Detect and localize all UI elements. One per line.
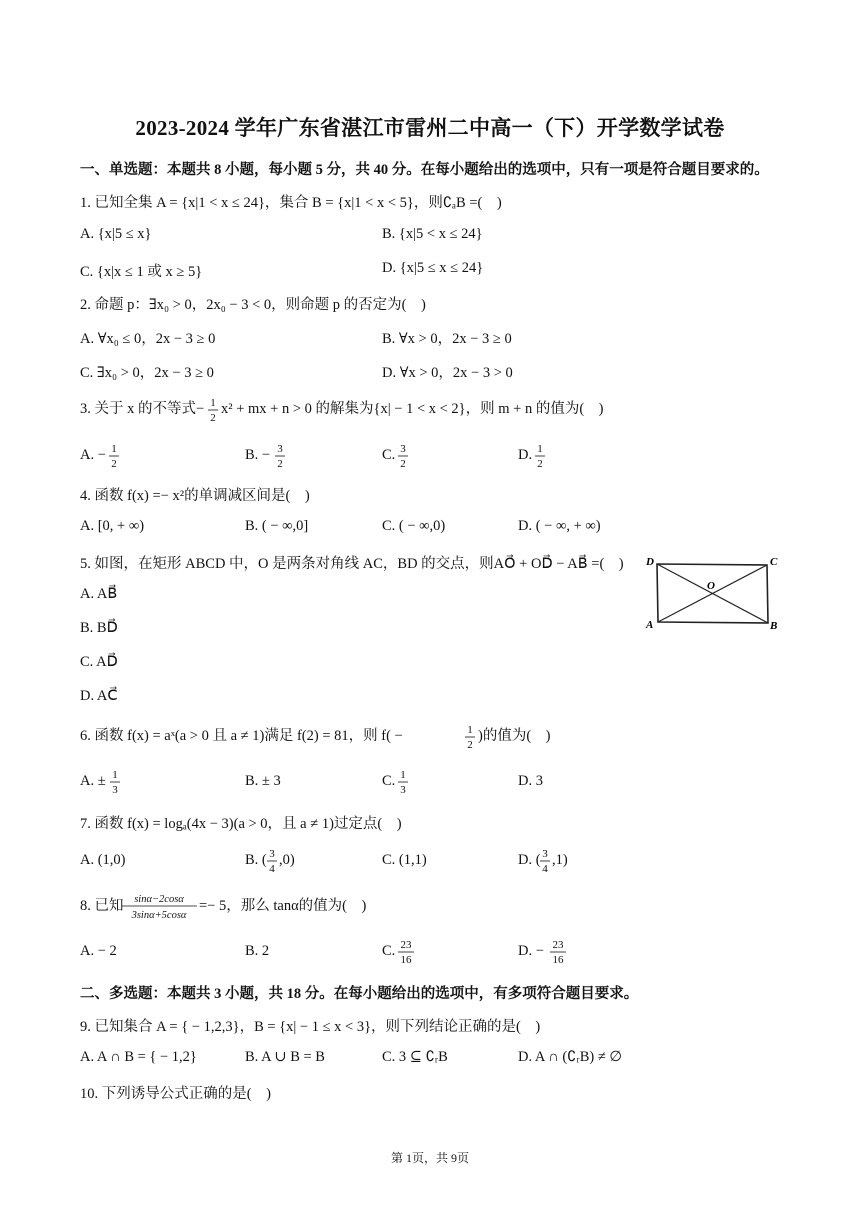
rectangle-diagonals-figure bbox=[643, 552, 793, 632]
vertex-label-b: B bbox=[770, 620, 778, 632]
question-8-block bbox=[0, 884, 860, 974]
vertex-label-a: A bbox=[646, 619, 654, 631]
question-3-option-a-label: A. − bbox=[80, 447, 106, 463]
question-3-stem-suffix: x² + mx + n > 0 的解集为{x| − 1 < x < 2}，则 m + n 的值为( ) bbox=[221, 401, 604, 417]
question-9-option-b: B. A ∪ B = B bbox=[245, 1049, 325, 1065]
question-1-stem: 1. 已知全集 A = {x|1 < x ≤ 24}，集合 B = {x|1 < x < 5}，则∁ₐB =( ) bbox=[80, 195, 502, 211]
question-9-option-c: C. 3 ⊆ ∁ᵣB bbox=[382, 1049, 448, 1065]
question-9-option-d: D. A ∩ (∁ᵣB) ≠ ∅ bbox=[518, 1049, 623, 1065]
page-footer: 第 1页，共 9页 bbox=[390, 1151, 469, 1165]
question-3-option-b-den: 2 bbox=[277, 458, 283, 470]
question-1-option-b: B. {x|5 < x ≤ 24} bbox=[382, 226, 483, 242]
question-3-option-b-label: B. − bbox=[245, 447, 271, 463]
question-7-option-d-num: 3 bbox=[542, 848, 548, 860]
question-6-frac-den: 2 bbox=[467, 739, 473, 751]
question-3-stem-prefix: 3. 关于 x 的不等式− bbox=[80, 401, 205, 417]
question-7-options bbox=[0, 838, 860, 882]
question-8-stem-suffix: =− 5，那么 tanα的值为( ) bbox=[199, 898, 367, 914]
question-8-frac-den: 3sinα+5cosα bbox=[131, 910, 187, 921]
question-8-option-c-den: 16 bbox=[400, 954, 412, 966]
center-label-o: O bbox=[707, 580, 715, 592]
question-6-frac-num: 1 bbox=[467, 724, 473, 736]
question-4-option-a: A. [0, + ∞) bbox=[80, 518, 145, 534]
question-2-stem: 2. 命题 p：∃x₀ > 0，2x₀ − 3 < 0，则命题 p 的否定为( ) bbox=[80, 297, 426, 313]
question-4-option-d: D. ( − ∞, + ∞) bbox=[518, 518, 601, 534]
question-5-option-b: B. BD⃗ bbox=[80, 620, 118, 636]
question-8-option-a: A. − 2 bbox=[80, 943, 117, 959]
question-6-option-a-label: A. ± bbox=[80, 773, 106, 789]
question-3-frac-den: 2 bbox=[210, 412, 216, 424]
question-9-stem: 9. 已知集合 A = { − 1,2,3}，B = {x| − 1 ≤ x < 3}，则下列结论正确的是( ) bbox=[80, 1019, 541, 1035]
question-3-block bbox=[0, 390, 860, 485]
question-3-option-c-den: 2 bbox=[400, 458, 406, 470]
question-8-option-d-num: 23 bbox=[552, 939, 564, 951]
question-6-option-d-label: D. 3 bbox=[518, 773, 543, 789]
question-8-option-c-num: 23 bbox=[400, 939, 412, 951]
question-6-stem-prefix: 6. 函数 f(x) = aˣ(a > 0 且 a ≠ 1)满足 f(2) = 81，则 f( − bbox=[80, 728, 403, 744]
question-2-option-b: B. ∀x > 0，2x − 3 ≥ 0 bbox=[382, 331, 512, 347]
question-5-option-d: D. AC⃗ bbox=[80, 688, 118, 704]
question-6-block bbox=[0, 718, 860, 800]
question-6-stem-suffix: )的值为( ) bbox=[478, 728, 551, 744]
question-6-option-a-den: 3 bbox=[112, 784, 118, 796]
question-2-option-d: D. ∀x > 0，2x − 3 > 0 bbox=[382, 365, 513, 381]
question-2-option-c: C. ∃x₀ > 0，2x − 3 ≥ 0 bbox=[80, 365, 214, 381]
question-3-option-b-num: 3 bbox=[277, 443, 283, 455]
question-3-option-c-label: C. bbox=[382, 447, 396, 463]
question-8-frac-num: sinα−2cosα bbox=[134, 894, 184, 905]
question-4-stem: 4. 函数 f(x) =− x²的单调减区间是( ) bbox=[80, 488, 310, 504]
question-1-option-a: A. {x|5 ≤ x} bbox=[80, 226, 152, 242]
question-3-option-c-num: 3 bbox=[400, 443, 406, 455]
question-5-stem: 5. 如图，在矩形 ABCD 中，O 是两条对角线 AC，BD 的交点，则AO⃗ + OD⃗ − AB⃗ =( ) bbox=[80, 556, 624, 572]
question-7-option-d-tail: ,1) bbox=[552, 852, 568, 868]
section-heading-multi: 二、多选题：本题共 3 小题，共 18 分。在每小题给出的选项中，有多项符合题目要求。 bbox=[80, 986, 639, 1002]
question-8-option-d-label: D. − bbox=[518, 943, 544, 959]
section-heading-single: 一、单选题：本题共 8 小题，每小题 5 分，共 40 分。在每小题给出的选项中，只有一项是符合题目要求的。 bbox=[80, 162, 769, 178]
question-6-option-c-num: 1 bbox=[400, 769, 406, 781]
question-7-stem: 7. 函数 f(x) = logₐ(4x − 3)(a > 0，且 a ≠ 1)过定点( ) bbox=[80, 816, 402, 832]
question-6-option-b-label: B. ± 3 bbox=[245, 773, 281, 789]
vertex-label-d: D bbox=[646, 556, 654, 568]
question-7-option-b-tail: ,0) bbox=[279, 852, 295, 868]
question-7-option-b-num: 3 bbox=[269, 848, 275, 860]
question-1-option-c: C. {x|x ≤ 1 或 x ≥ 5} bbox=[80, 264, 203, 280]
question-6-option-c-label: C. bbox=[382, 773, 396, 789]
question-7-option-d-label: D. ( bbox=[518, 852, 541, 868]
question-7-option-a: A. (1,0) bbox=[80, 852, 126, 868]
question-5-option-a: A. AB⃗ bbox=[80, 586, 118, 602]
question-7-option-b-label: B. ( bbox=[245, 852, 267, 868]
question-7-option-b-den: 4 bbox=[269, 863, 275, 875]
question-4-option-c: C. ( − ∞,0) bbox=[382, 518, 446, 534]
question-3-option-a-den: 2 bbox=[111, 458, 117, 470]
question-5-option-c: C. AD⃗ bbox=[80, 654, 118, 670]
question-1-option-d: D. {x|5 ≤ x ≤ 24} bbox=[382, 260, 484, 276]
question-3-option-d-label: D. bbox=[518, 447, 533, 463]
page-title: 2023-2024 学年广东省湛江市雷州二中高一（下）开学数学试卷 bbox=[135, 116, 725, 140]
question-3-option-d-num: 1 bbox=[537, 443, 543, 455]
question-3-frac-num: 1 bbox=[210, 397, 216, 409]
question-3-option-a-num: 1 bbox=[111, 443, 117, 455]
question-9-option-a: A. A ∩ B = { − 1,2} bbox=[80, 1049, 197, 1065]
question-7-option-d-den: 4 bbox=[542, 863, 548, 875]
question-6-option-a-num: 1 bbox=[112, 769, 118, 781]
question-7-option-c: C. (1,1) bbox=[382, 852, 427, 868]
question-8-option-d-den: 16 bbox=[552, 954, 564, 966]
question-4-option-b: B. ( − ∞,0] bbox=[245, 518, 309, 534]
question-8-stem-prefix: 8. 已知 bbox=[80, 898, 124, 914]
question-2-option-a: A. ∀x₀ ≤ 0，2x − 3 ≥ 0 bbox=[80, 331, 216, 347]
question-6-option-c-den: 3 bbox=[400, 784, 406, 796]
question-3-option-d-den: 2 bbox=[537, 458, 543, 470]
vertex-label-c: C bbox=[770, 556, 778, 568]
question-8-option-b: B. 2 bbox=[245, 943, 270, 959]
question-8-option-c-label: C. bbox=[382, 943, 396, 959]
question-10-stem: 10. 下列诱导公式正确的是( ) bbox=[80, 1086, 271, 1102]
